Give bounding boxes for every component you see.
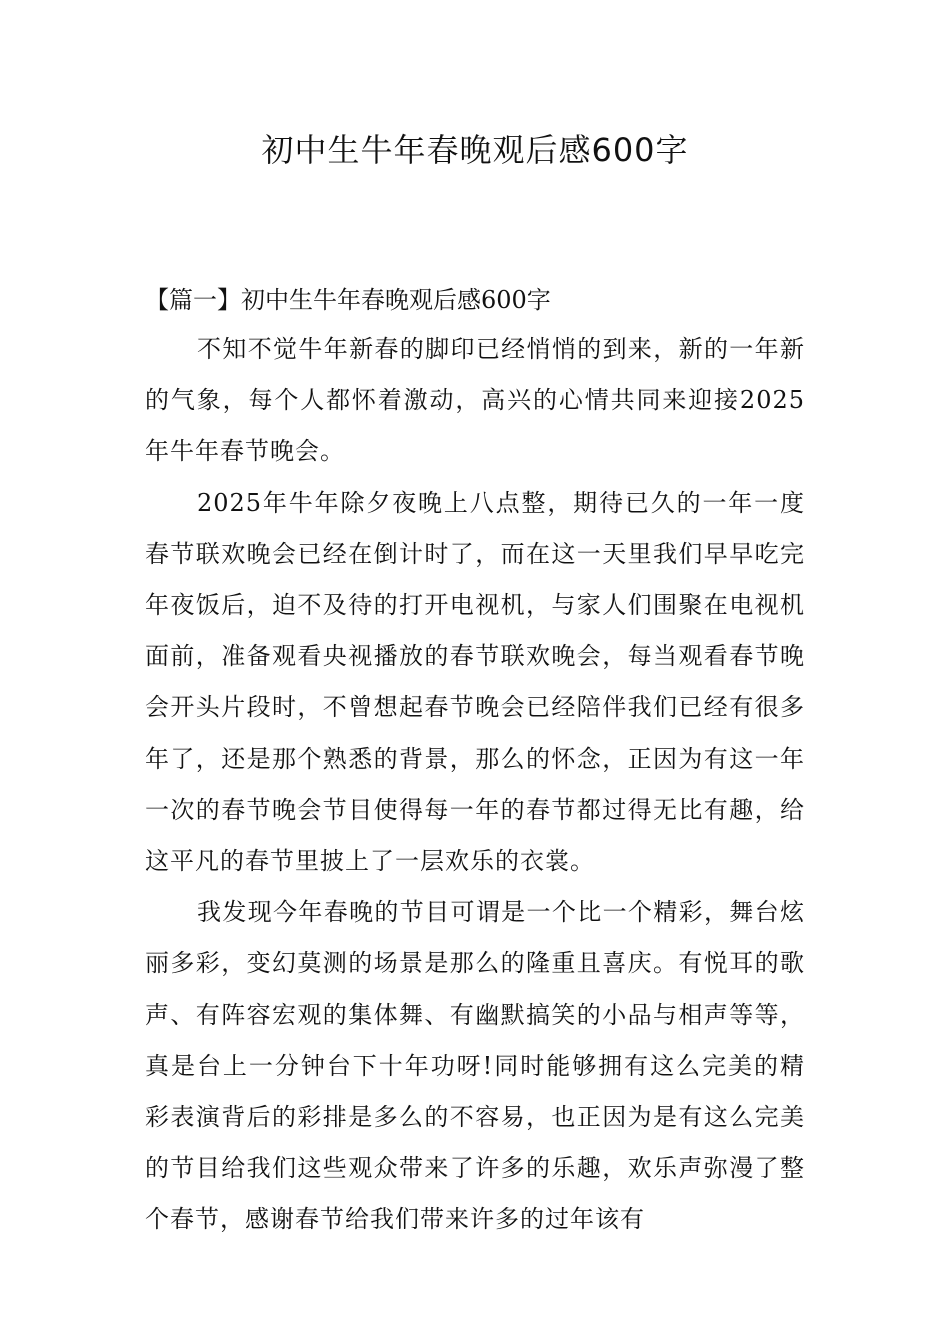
document-title: 初中生牛年春晚观后感600字 xyxy=(261,131,689,169)
paragraph-2: 2025年牛年除夕夜晚上八点整，期待已久的一年一度春节联欢晚会已经在倒计时了，而在这一天里我们早早吃完年夜饭后，迫不及待的打开电视机，与家人们围聚在电视机面前，准备观看央视播放的春节联欢晚会，每当观看春节晚会开头片段时，不曾想起春节晚会已经陪伴我们已经有很多年了，还是那个熟悉的背景，那么的怀念，正因为有这一年一次的春节晚会节目使得每一年的春节都过得无比有趣，给这平凡的春节里披上了一层欢乐的衣裳。 xyxy=(145,488,805,876)
paragraph-1: 不知不觉牛年新春的脚印已经悄悄的到来，新的一年新的气象，每个人都怀着激动，高兴的心情共同来迎接2025年牛年春节晚会。 xyxy=(145,335,805,466)
paragraph-3: 我发现今年春晚的节目可谓是一个比一个精彩，舞台炫丽多彩，变幻莫测的场景是那么的隆重且喜庆。有悦耳的歌声、有阵容宏观的集体舞、有幽默搞笑的小品与相声等等，真是台上一分钟台下十年功呀!同时能够拥有这么完美的精彩表演背后的彩排是多么的不容易，也正因为是有这么完美的节目给我们这些观众带来了许多的乐趣，欢乐声弥漫了整个春节，感谢春节给我们带来许多的过年该有 xyxy=(145,898,805,1234)
document-body xyxy=(145,276,805,1246)
section-heading: 【篇一】初中生牛年春晚观后感600字 xyxy=(145,286,551,314)
